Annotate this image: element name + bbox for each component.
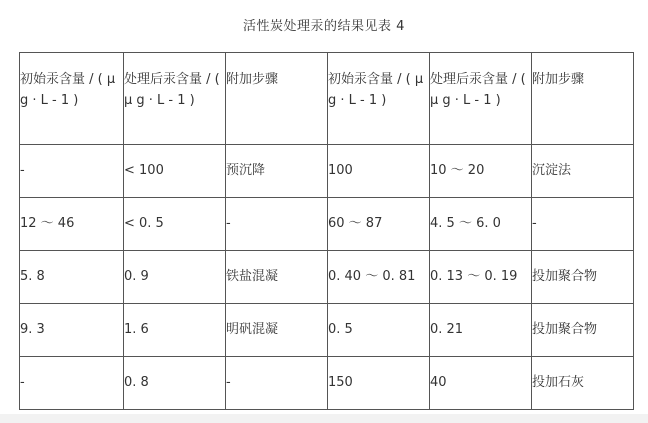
table-caption: 活性炭处理汞的结果见表 4 [243, 19, 405, 34]
table-cell: 0. 13 ～ 0. 19 [430, 251, 532, 304]
table-row [20, 198, 634, 251]
table-row [20, 251, 634, 304]
table-cell: 0. 21 [430, 304, 532, 357]
table-cell: 投加聚合物 [532, 304, 634, 357]
table-row [20, 145, 634, 198]
table-cell: 投加聚合物 [532, 251, 634, 304]
table-cell: < 0. 5 [124, 198, 226, 251]
table-cell: 铁盐混凝 [226, 251, 328, 304]
header-cell: 处理后汞含量 / ( μ g · L - 1 ) [430, 53, 532, 145]
table-cell: - [20, 357, 124, 410]
table-cell: - [226, 198, 328, 251]
table-cell: 明矾混凝 [226, 304, 328, 357]
header-cell: 处理后汞含量 / ( μ g · L - 1 ) [124, 53, 226, 145]
table-cell: 4. 5 ～ 6. 0 [430, 198, 532, 251]
table-cell: 0. 8 [124, 357, 226, 410]
table-cell: - [20, 145, 124, 198]
table-row [20, 357, 634, 410]
table-cell: 1. 6 [124, 304, 226, 357]
table-cell: 10 ～ 20 [430, 145, 532, 198]
table-cell: 40 [430, 357, 532, 410]
header-cell: 附加步骤 [226, 53, 328, 145]
table-cell: 沉淀法 [532, 145, 634, 198]
table-cell: 5. 8 [20, 251, 124, 304]
table-cell: 0. 5 [328, 304, 430, 357]
table-cell: 0. 40 ～ 0. 81 [328, 251, 430, 304]
table-cell: 0. 9 [124, 251, 226, 304]
table-cell: 100 [328, 145, 430, 198]
header-cell: 初始汞含量 / ( μ g · L - 1 ) [20, 53, 124, 145]
horizontal-scrollbar[interactable] [0, 414, 648, 423]
table-cell: 预沉降 [226, 145, 328, 198]
table-cell: 12 ～ 46 [20, 198, 124, 251]
table-cell: 9. 3 [20, 304, 124, 357]
table-cell: < 100 [124, 145, 226, 198]
header-cell: 初始汞含量 / ( μ g · L - 1 ) [328, 53, 430, 145]
table-cell: 60 ～ 87 [328, 198, 430, 251]
mercury-treatment-table [19, 52, 634, 410]
table-row [20, 304, 634, 357]
table-cell: - [226, 357, 328, 410]
table-cell: 投加石灰 [532, 357, 634, 410]
header-cell: 附加步骤 [532, 53, 634, 145]
table-header-row [20, 53, 634, 145]
table-cell: - [532, 198, 634, 251]
table-cell: 150 [328, 357, 430, 410]
